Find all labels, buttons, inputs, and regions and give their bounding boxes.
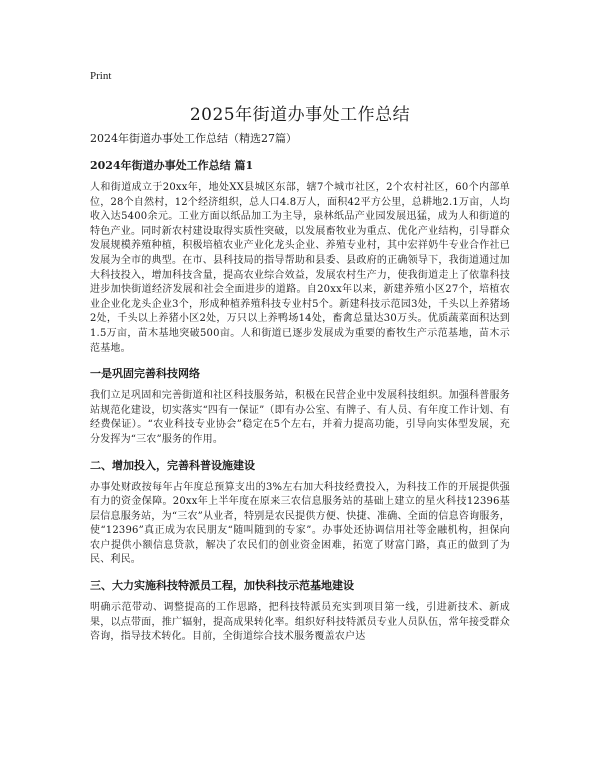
intro-paragraph: 人和街道成立于20xx年，地处XX县城区东部，辖7个城市社区，2个农村社区，60个内部单位，28个自然村，12个经济组织，总人口4.8万人，面积42平方公里，总耕地2.1万亩，人均收入达5400余元。工业方面以纸品加工为主导，泉林纸品产业园发展迅猛，成为人和街道的特色产业。同时新农村建设取得实质性突破，以发展畜牧业为重点、优化产业结构，引导群众发展规模养殖种植，积极培植农业产业化龙头企业、养殖专业村，其中宏祥奶牛专业合作社已发展为全市的典型。在市、县科技局的指导帮助和县委、县政府的正确领导下，我街道通过加大科技投入，增加科技含量，提高农业综合效益，发展农村生产力，使我街道走上了依靠科技进步加快街道经济发展和社会全面进步的道路。自20xx年以来，新建养殖小区27个，培植农业企业化龙头企业3个，形成种植养殖科技专业村5个。新建科技示范园3处，千头以上养猪场2处，千头以上养猪小区2处，万只以上养鸭场14处，畜禽总量达30万头。优质蔬菜面积达到1.5万亩，苗木基地突破500亩。人和街道已逐步发展成为重要的畜牧生产示范基地，苗木示范基地。 [90,182,510,354]
article-heading: 2024年街道办事处工作总结 篇1 [90,159,254,172]
section-heading-2: 二、增加投入，完善科普设施建设 [90,458,255,472]
section-heading-1: 一是巩固完善科技网络 [90,367,200,381]
section-heading-3: 三、大力实施科技特派员工程，加快科技示范基地建设 [90,579,354,593]
section-paragraph-1: 我们立足巩固和完善街道和社区科技服务站，积极在民营企业中发展科技组织。加强科普服务站规范化建设，切实落实“四有一保证”（即有办公室、有牌子、有人员、有年度工作计划、有经费保证）。“农业科技专业协会”稳定在5个左右，并着力提高功能，引导向实体型发展，充分发挥为“三农”服务的作用。 [90,390,510,445]
section-paragraph-3: 明确示范带动、调整提高的工作思路，把科技特派员充实到项目第一线，引进新技术、新成果，以点带面，推广辐射，提高成果转化率。组织好科技特派员专业人员队伍，常年接受群众咨询，指导技术转化。目前，全街道综合技术服务覆盖农户达 [90,602,510,643]
document-body [90,130,510,654]
section-paragraph-2: 办事处财政按每年占年度总预算支出的3%左右加大科技经费投入，为科技工作的开展提供强有力的资金保障。20xx年上半年度在原来三农信息服务站的基础上建立的星火科技12396基层信息服务站，为“三农”从业者，特别是农民提供方便、快捷、准确、全面的信息咨询服务，使“12396”真正成为农民朋友“随叫随到的专家”。办事处还协调信用社等金融机构，担保向农户提供小额信息贷款，解决了农民们的创业资金困难，拓宽了财富门路，真正的做到了为民、利民。 [90,481,510,566]
document-title: 2025年街道办事处工作总结 [189,105,411,125]
print-link[interactable]: Print [90,70,112,82]
document-subtitle: 2024年街道办事处工作总结（精选27篇） [90,132,297,145]
